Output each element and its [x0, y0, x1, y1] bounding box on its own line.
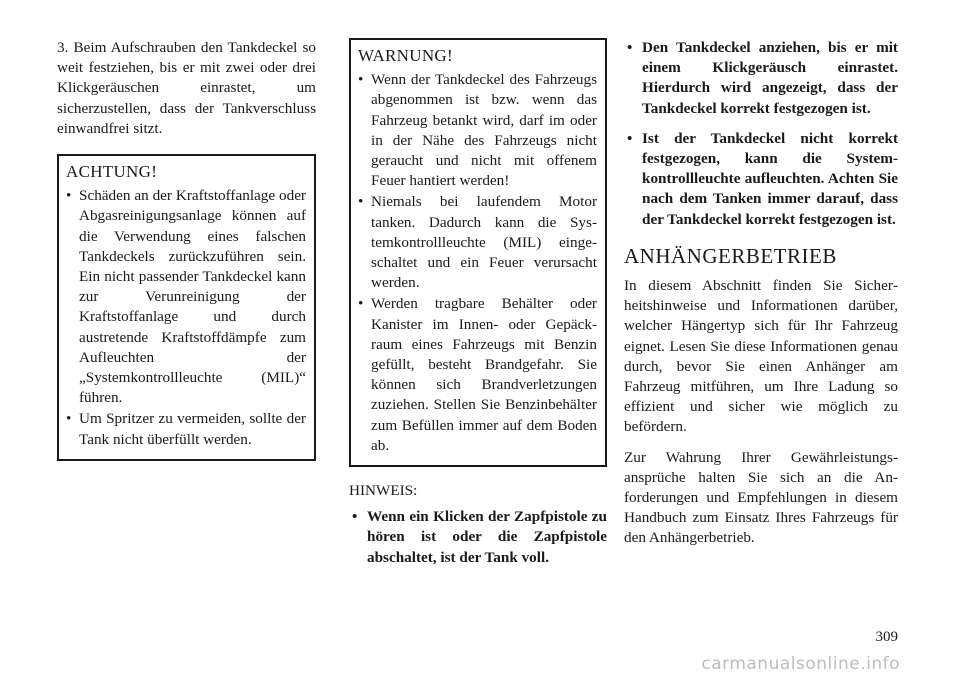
left-column [57, 38, 316, 461]
right-column [624, 38, 898, 549]
warning-list [358, 70, 597, 456]
warning-item: • Niemals bei laufendem Motor tanken. Dadurch kann die Systemkontrollleuchte (MIL) eingeschaltet und ein Feuer verursacht werden. [358, 192, 597, 293]
section-title: ANHÄNGERBETRIEB [624, 243, 837, 268]
warning-item: • Wenn der Tankdeckel des Fahrzeugs abgenommen ist bzw. wenn das Fahrzeug betankt wird, darf im oder in der Nähe des Fahrzeugs nicht geraucht und nicht mit offenem Feuer hantiert werden! [358, 70, 597, 191]
step-3-text: 3. Beim Aufschrauben den Tankdeckel so weit festziehen, bis er mit zwei oder drei Klickgeräuschen einrastet, um sicherzustellen, dass der Tankverschluss einwandfrei sitzt. [57, 39, 316, 137]
note-item: • Wenn ein Klicken der Zapfpistole zu hören ist oder die Zapfpistole abschaltet, ist der Tank voll. [349, 507, 607, 568]
middle-column [349, 38, 607, 578]
body-paragraph: Zur Wahrung Ihrer Gewährleistungsansprüche halten Sie sich an die Anforderungen und Empfehlungen in diesem Handbuch zum Einsatz Ihres Fahrzeugs für den Anhängerbetrieb. [624, 448, 898, 547]
note-item: • Den Tankdeckel anziehen, bis er mit einem Klickgeräusch einrastet. Hierdurch wird angezeigt, dass der Tankdeckel korrekt festgezogen ist. [624, 38, 898, 119]
watermark: carmanualsonline.info [701, 654, 900, 674]
caution-list [66, 186, 306, 450]
note-list [349, 507, 607, 568]
warning-title: WARNUNG! [358, 46, 453, 65]
note-item: • Ist der Tankdeckel nicht korrekt festgezogen, kann die Systemkontrollleuchte aufleuchten. Achten Sie nach dem Tanken immer darauf, dass der Tankdeckel korrekt festgezogen ist. [624, 129, 898, 230]
page-number: 309 [875, 629, 898, 645]
caution-item: • Schäden an der Kraftstoffanlage oder Abgasreinigungsanlage können auf die Verwendung eines falschen Tankdeckels zurückzuführen sein. Ein nicht passender Tankdeckel kann zur Verunreinigung der Kraftstoffanlage und durch austretende Kraftstoffdämpfe zum Aufleuchten der „Systemkontrollleuchte (MIL)“ führen. [66, 186, 306, 408]
caution-title: ACHTUNG! [66, 162, 158, 182]
warning-item: • Werden tragbare Behälter oder Kanister im Innen- oder Gepäckraum eines Fahrzeugs mit Benzin gefüllt, besteht Brandgefahr. Sie können sich Brandverletzungen zuziehen. Stellen Sie Benzinbehälter zum Befüllen immer auf dem Boden ab. [358, 294, 597, 456]
caution-box [57, 154, 316, 461]
body-paragraph: In diesem Abschnitt finden Sie Sicherheitshinweise und Informationen darüber, welcher Hängertyp sich für Ihr Fahrzeug eignet. Lesen Sie diese Informationen genau durch, bevor Sie einen Anhänger am Fahrzeug mitführen, um Ihre Ladung so effizient und sicher wie möglich zu befördern. [624, 277, 898, 436]
warning-box [349, 38, 607, 467]
caution-item: • Um Spritzer zu vermeiden, sollte der Tank nicht überfüllt werden. [66, 409, 306, 449]
note-label: HINWEIS: [349, 482, 418, 500]
note-list-continued [624, 38, 898, 230]
